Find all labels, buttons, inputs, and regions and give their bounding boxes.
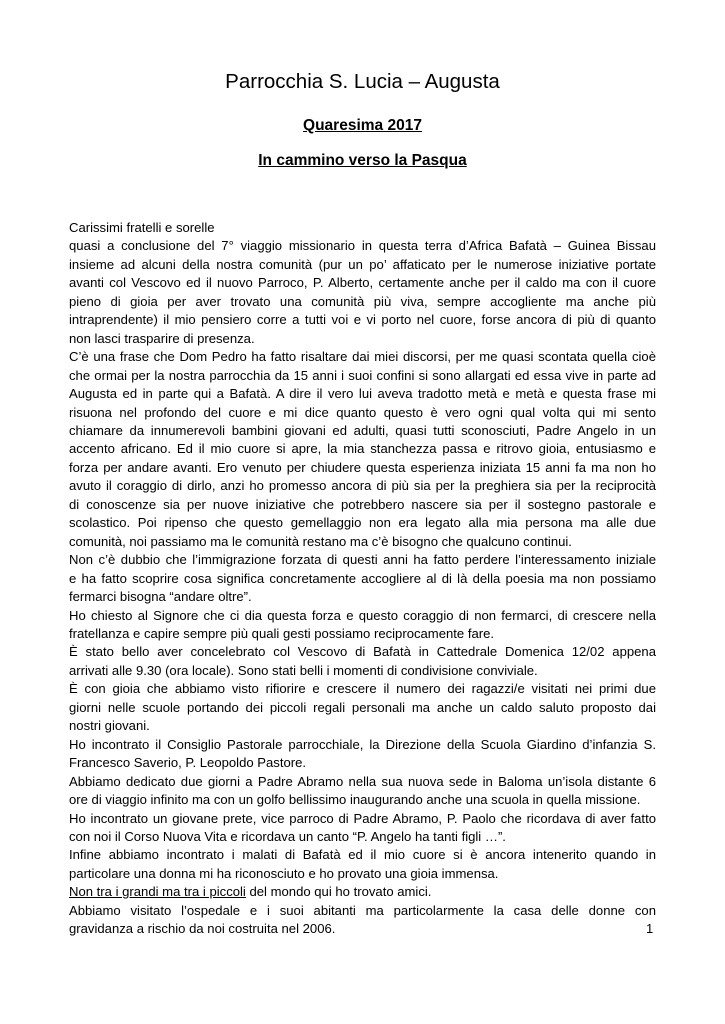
- text-line: di conoscenze sia per nuove iniziative che potrebbero nascere sia per il sostegno pastorale e: [69, 496, 656, 512]
- paragraph-12-last: gravidanza a rischio da noi costruita nel 2006.: [69, 921, 336, 937]
- paragraph-1-last: non lasci trasparire di presenza.: [69, 330, 255, 346]
- paragraph-1: [69, 237, 656, 329]
- text-line: giorni nelle scuole portando dei piccoli regali personali ma anche un caldo saluto proposto dai: [69, 699, 656, 715]
- paragraph-8-last: ore di viaggio infinito ma con un golfo bellissimo inaugurando anche una scuola in quella missione.: [69, 792, 641, 808]
- paragraph-6: [69, 680, 656, 717]
- text-line: È con gioia che abbiamo visto rifiorire e crescere il numero dei ragazzi/e visitati nei primi due: [69, 681, 656, 697]
- page-number: 1: [646, 921, 654, 936]
- greeting: Carissimi fratelli e sorelle: [69, 220, 215, 235]
- paragraph-10-last: particolare una donna mi ha riconosciuto e ho provato una gioia immensa.: [69, 865, 499, 881]
- paragraph-3-last: fermarci bisogna “andare oltre”.: [69, 589, 252, 605]
- paragraph-2: [69, 348, 656, 533]
- text-line: accento africano. Ed il mio cuore si apre, la mia stanchezza passa e ritrovo gioia, entusiasmo e: [69, 441, 656, 457]
- text-line: intraprendente) il mio pensiero corre a tutti voi e vi porto nel cuore, forse ancora di più di quanto: [69, 312, 656, 328]
- text-line: chiamare da innumerevoli bambini giovani ed adulti, quasi tutti sconosciuti, Padre Angelo in un: [69, 422, 656, 438]
- text-line: quasi a conclusione del 7° viaggio missionario in questa terra d’Africa Bafatà – Guinea Bissau: [69, 238, 656, 254]
- text-line: e ha fatto scoprire cosa significa concretamente accogliere al di là della poesia ma non possiamo: [69, 570, 656, 586]
- text-line: C’è una frase che Dom Pedro ha fatto risaltare dai miei discorsi, per me quasi scontata quella cioè: [69, 349, 656, 365]
- paragraph-8: [69, 773, 656, 791]
- paragraph-6-last: nostri giovani.: [69, 718, 150, 734]
- paragraph-5-last: arrivati alle 9.30 (ora locale). Sono stati belli i momenti di condivisione conviviale.: [69, 662, 538, 678]
- paragraph-7: [69, 736, 656, 754]
- paragraph-7-last: Francesco Saverio, P. Leopoldo Pastore.: [69, 755, 307, 771]
- text-line: Abbiamo dedicato due giorni a Padre Abramo nella sua nuova sede in Baloma un’isola distante 6: [69, 773, 656, 789]
- text-line: Augusta ed in parte qui a Bafatà. A dire il vero lui aveva tradotto metà e metà e questa frase mi: [69, 386, 656, 402]
- paragraph-12: [69, 902, 656, 920]
- text-line: risuona nel profondo del cuore e mi dice quanto questo è vero ogni qual volta qui mi sento: [69, 404, 656, 420]
- paragraph-4-last: fratellanza e capire sempre più quali gesti possiamo reciprocamente fare.: [69, 625, 495, 641]
- text-line: che ormai per la nostra parrocchia da 15 anni i suoi confini si sono allargati ed essa vive in parte ad: [69, 367, 656, 383]
- document-title: Parrocchia S. Lucia – Augusta: [225, 70, 500, 93]
- subtitle-cammino: In cammino verso la Pasqua: [258, 152, 467, 169]
- paragraph-9-last: con noi il Corso Nuova Vita e ricordava un canto “P. Angelo ha tanti figli …”.: [69, 828, 506, 844]
- paragraph-4: [69, 607, 656, 625]
- text-line: avuto il coraggio di dirlo, anzi ho promesso ancora di più sia per la preghiera sia per la reciprocità: [69, 478, 656, 494]
- letter-body: [69, 219, 656, 939]
- paragraph-5: [69, 643, 656, 661]
- paragraph-9: [69, 810, 656, 828]
- text-line: Infine abbiamo incontrato i malati di Bafatà ed il mio cuore si è ancora intenerito quando in: [69, 847, 656, 863]
- text-line: Non c’è dubbio che l’immigrazione forzata di questi anni ha fatto perdere l’interessamento iniziale: [69, 552, 656, 568]
- text-line: forza per andare avanti. Ero venuto per chiudere questa esperienza iniziata 15 anni fa ma non ho: [69, 459, 656, 475]
- text-line: insieme ad alcuni della nostra comunità (pur un po’ affaticato per le numerose iniziative portate: [69, 256, 656, 272]
- text-fragment: del mondo qui ho trovato amici.: [245, 884, 432, 900]
- paragraph-11: [69, 883, 656, 901]
- paragraph-10: [69, 846, 656, 864]
- paragraph-2-last: comunità, noi passiamo ma le comunità restano ma c’è bisogno che qualcuno continui.: [69, 533, 572, 549]
- text-line: Abbiamo visitato l’ospedale e i suoi abitanti ma particolarmente la casa delle donne con: [69, 902, 656, 918]
- text-line: Ho chiesto al Signore che ci dia questa forza e questo coraggio di non fermarci, di crescere nella: [69, 607, 656, 623]
- text-line: Ho incontrato il Consiglio Pastorale parrocchiale, la Direzione della Scuola Giardino d’infanzia S.: [69, 736, 656, 752]
- underlined-phrase: Non tra i grandi ma tra i piccoli: [69, 884, 246, 900]
- text-line: pieno di gioia per aver trovato una comunità più viva, sempre accogliente ma anche più: [69, 293, 656, 309]
- text-line: Ho incontrato un giovane prete, vice parroco di Padre Abramo, P. Paolo che ricordava di aver fatto: [69, 810, 656, 826]
- subtitle-quaresima: Quaresima 2017: [303, 117, 422, 134]
- text-line: È stato bello aver concelebrato col Vescovo di Bafatà in Cattedrale Domenica 12/02 appena: [69, 644, 656, 660]
- paragraph-3: [69, 551, 656, 588]
- text-line: scolastico. Poi ripenso che questo gemellaggio non era legato alla mia persona ma alle due: [69, 515, 656, 531]
- text-line: avanti col Vescovo ed il nuovo Parroco, P. Alberto, certamente anche per il caldo ma con il cuore: [69, 275, 656, 291]
